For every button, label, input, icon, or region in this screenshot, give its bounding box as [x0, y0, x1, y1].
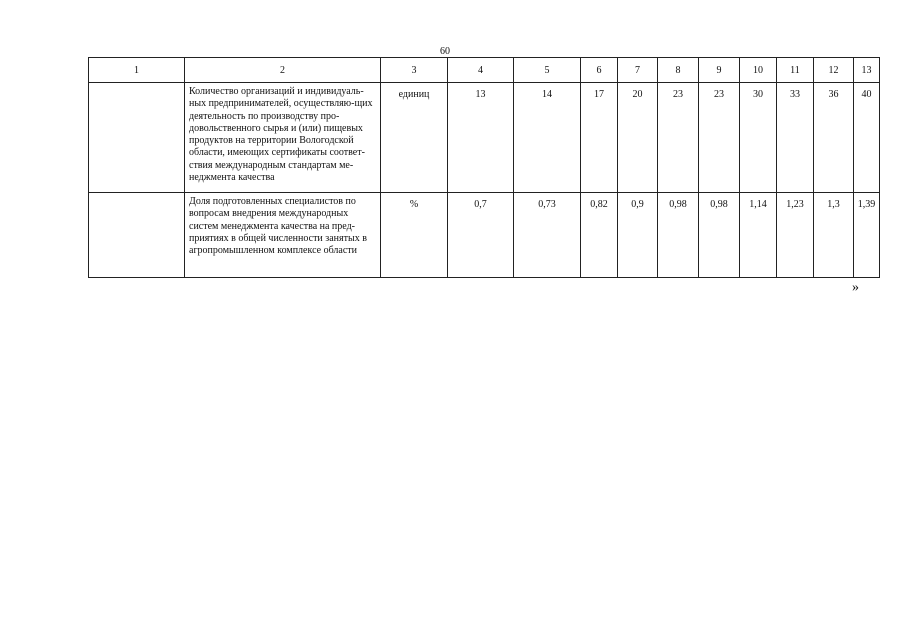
value-cell: 0,98	[658, 193, 699, 278]
value-cell: 23	[658, 83, 699, 193]
value-cell: 0,98	[699, 193, 740, 278]
value-cell: 20	[618, 83, 658, 193]
indicators-table	[88, 57, 880, 278]
header-cell: 13	[854, 58, 880, 83]
row-index-cell	[89, 193, 185, 278]
indicator-description: Доля подготовленных специалистов по вопросам внедрения международных систем менеджмента качества на пред-приятиях в общей численности занятых в агропромышленном комплексе области	[185, 193, 381, 278]
table-row	[89, 193, 880, 278]
unit-cell: %	[381, 193, 448, 278]
value-cell: 13	[448, 83, 514, 193]
header-cell: 10	[740, 58, 777, 83]
header-cell: 7	[618, 58, 658, 83]
table-row	[89, 83, 880, 193]
header-cell: 8	[658, 58, 699, 83]
value-cell: 1,14	[740, 193, 777, 278]
header-cell: 11	[777, 58, 814, 83]
header-cell: 3	[381, 58, 448, 83]
value-cell: 33	[777, 83, 814, 193]
value-cell: 1,39	[854, 193, 880, 278]
value-cell: 40	[854, 83, 880, 193]
header-cell: 9	[699, 58, 740, 83]
value-cell: 36	[814, 83, 854, 193]
value-cell: 23	[699, 83, 740, 193]
page-number: 60	[440, 46, 450, 57]
value-cell: 1,23	[777, 193, 814, 278]
row-index-cell	[89, 83, 185, 193]
header-cell: 12	[814, 58, 854, 83]
indicator-description: Количество организаций и индивидуаль-ных предпринимателей, осуществляю-щих деятельность по производству про-довольственного сырья и (или) пищевых продуктов на территории Вологодской области, имеющих сертификаты соответ-ствия международным стандартам ме-неджмента качества	[185, 83, 381, 193]
value-cell: 0,73	[514, 193, 581, 278]
value-cell: 0,82	[581, 193, 618, 278]
header-cell: 4	[448, 58, 514, 83]
value-cell: 1,3	[814, 193, 854, 278]
header-cell: 2	[185, 58, 381, 83]
header-row	[89, 58, 880, 83]
closing-quote-mark: »	[852, 280, 859, 295]
value-cell: 0,9	[618, 193, 658, 278]
header-cell: 1	[89, 58, 185, 83]
header-cell: 6	[581, 58, 618, 83]
value-cell: 30	[740, 83, 777, 193]
unit-cell: единиц	[381, 83, 448, 193]
value-cell: 0,7	[448, 193, 514, 278]
value-cell: 14	[514, 83, 581, 193]
header-cell: 5	[514, 58, 581, 83]
value-cell: 17	[581, 83, 618, 193]
